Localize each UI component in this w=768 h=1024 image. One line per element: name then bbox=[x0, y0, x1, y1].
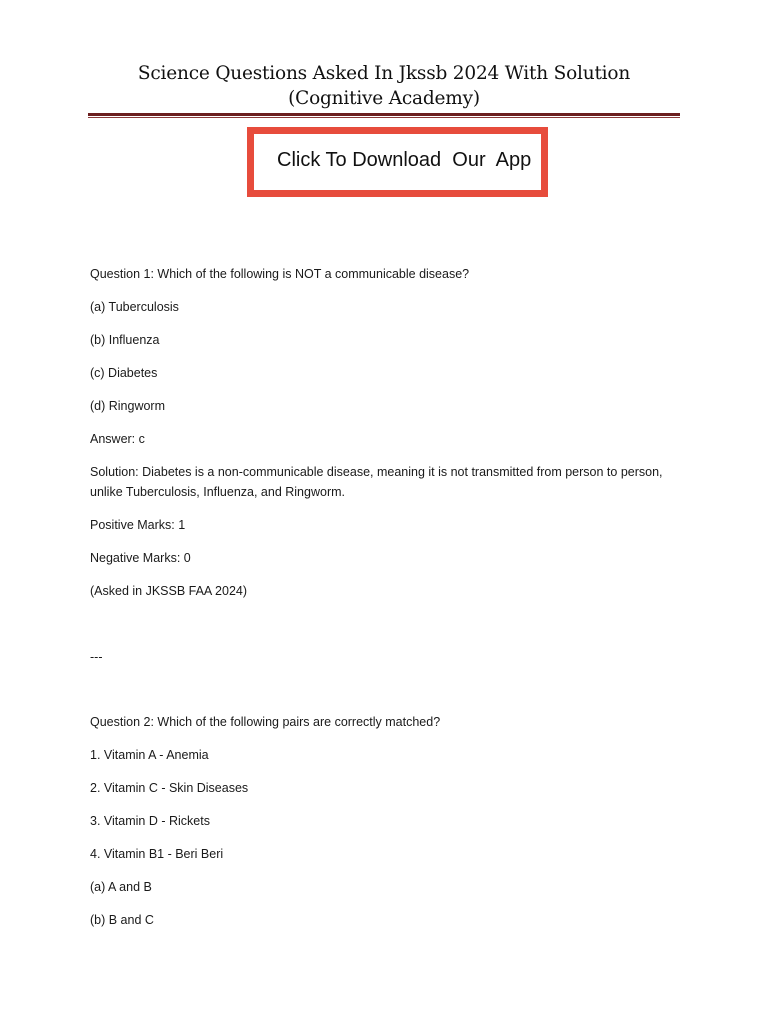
question-2-option-a: (a) A and B bbox=[90, 880, 152, 894]
download-app-label: Click To Download Our App bbox=[277, 149, 532, 171]
question-2-option-b: (b) B and C bbox=[90, 913, 154, 927]
question-1-option-d: (d) Ringworm bbox=[90, 399, 166, 413]
question-2-pair-1: 1. Vitamin A - Anemia bbox=[90, 748, 209, 762]
question-2-pair-3: 3. Vitamin D - Rickets bbox=[90, 814, 210, 828]
header-divider-thin bbox=[88, 117, 680, 118]
section-separator: --- bbox=[90, 650, 103, 664]
question-2-pair-4: 4. Vitamin B1 - Beri Beri bbox=[90, 847, 224, 861]
question-1-positive-marks: Positive Marks: 1 bbox=[90, 518, 186, 532]
document-subtitle: (Cognitive Academy) bbox=[288, 88, 480, 109]
question-1-option-a: (a) Tuberculosis bbox=[90, 300, 179, 314]
question-1-option-b: (b) Influenza bbox=[90, 333, 160, 347]
question-1-text: Question 1: Which of the following is NOT a communicable disease? bbox=[90, 267, 470, 281]
question-2-text: Question 2: Which of the following pairs are correctly matched? bbox=[90, 715, 441, 729]
question-1-negative-marks: Negative Marks: 0 bbox=[90, 551, 191, 565]
question-1-source: (Asked in JKSSB FAA 2024) bbox=[90, 584, 248, 598]
question-1-solution: Solution: Diabetes is a non-communicable disease, meaning it is not transmitted from person to person, unlike Tuberculosis, Influenza, and Ringworm. bbox=[90, 465, 663, 499]
question-1-answer: Answer: c bbox=[90, 432, 145, 446]
document-title: Science Questions Asked In Jkssb 2024 With Solution bbox=[137, 63, 631, 84]
header-divider bbox=[88, 113, 680, 116]
question-1-option-c: (c) Diabetes bbox=[90, 366, 158, 380]
question-2-pair-2: 2. Vitamin C - Skin Diseases bbox=[90, 781, 249, 795]
download-app-button[interactable] bbox=[247, 127, 548, 197]
